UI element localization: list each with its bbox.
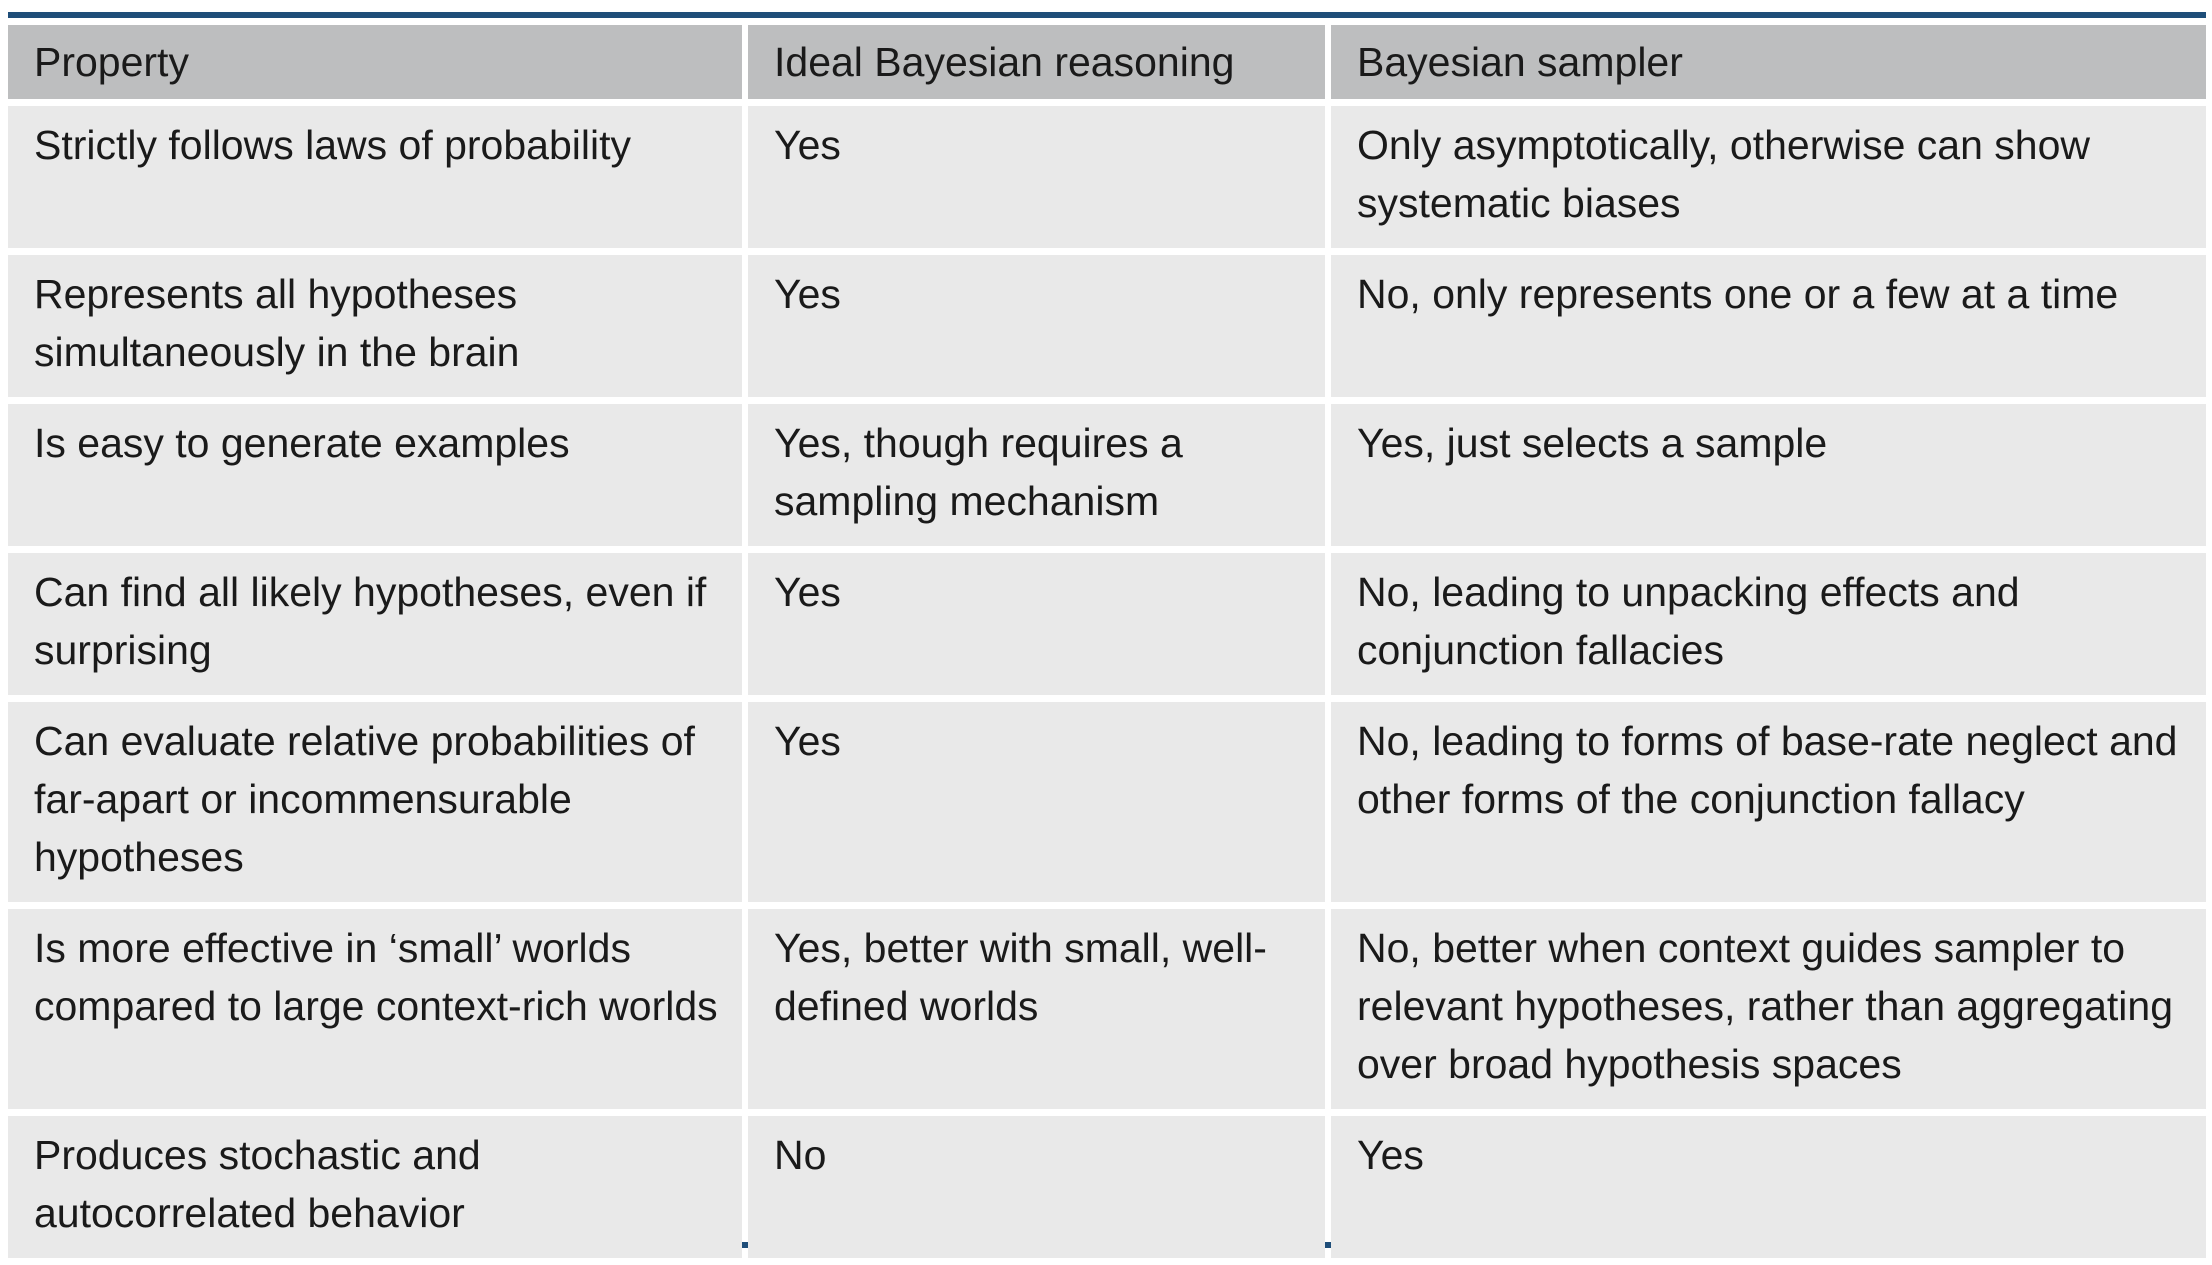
table-row: [8, 553, 2206, 695]
cell-ideal: Yes: [748, 702, 1325, 902]
header-property: Property: [8, 25, 742, 99]
table-row: [8, 255, 2206, 397]
cell-property: Represents all hypotheses simultaneously in the brain: [8, 255, 742, 397]
table: [2, 18, 2212, 1265]
cell-ideal: Yes: [748, 553, 1325, 695]
cell-sampler: No, only represents one or a few at a time: [1331, 255, 2206, 397]
comparison-table: [8, 12, 2206, 1248]
cell-sampler: Only asymptotically, otherwise can show systematic biases: [1331, 106, 2206, 248]
cell-sampler: Yes: [1331, 1116, 2206, 1258]
table-row: [8, 1116, 2206, 1258]
cell-sampler: Yes, just selects a sample: [1331, 404, 2206, 546]
header-row: [8, 25, 2206, 99]
cell-property: Produces stochastic and autocorrelated behavior: [8, 1116, 742, 1258]
cell-property: Is easy to generate examples: [8, 404, 742, 546]
table-row: [8, 702, 2206, 902]
cell-property: Strictly follows laws of probability: [8, 106, 742, 248]
cell-ideal: Yes, though requires a sampling mechanism: [748, 404, 1325, 546]
table-row: [8, 404, 2206, 546]
cell-sampler: No, better when context guides sampler to relevant hypotheses, rather than aggregating over broad hypothesis spaces: [1331, 909, 2206, 1109]
cell-sampler: No, leading to forms of base-rate neglect and other forms of the conjunction fallacy: [1331, 702, 2206, 902]
cell-ideal: Yes, better with small, well-defined worlds: [748, 909, 1325, 1109]
cell-property: Can evaluate relative probabilities of far-apart or incommensurable hypotheses: [8, 702, 742, 902]
header-bayesian-sampler: Bayesian sampler: [1331, 25, 2206, 99]
cell-ideal: Yes: [748, 106, 1325, 248]
table-row: [8, 909, 2206, 1109]
cell-sampler: No, leading to unpacking effects and conjunction fallacies: [1331, 553, 2206, 695]
cell-property: Can find all likely hypotheses, even if surprising: [8, 553, 742, 695]
cell-ideal: Yes: [748, 255, 1325, 397]
cell-ideal: No: [748, 1116, 1325, 1258]
table-row: [8, 106, 2206, 248]
header-ideal-bayesian: Ideal Bayesian reasoning: [748, 25, 1325, 99]
cell-property: Is more effective in ‘small’ worlds compared to large context-rich worlds: [8, 909, 742, 1109]
